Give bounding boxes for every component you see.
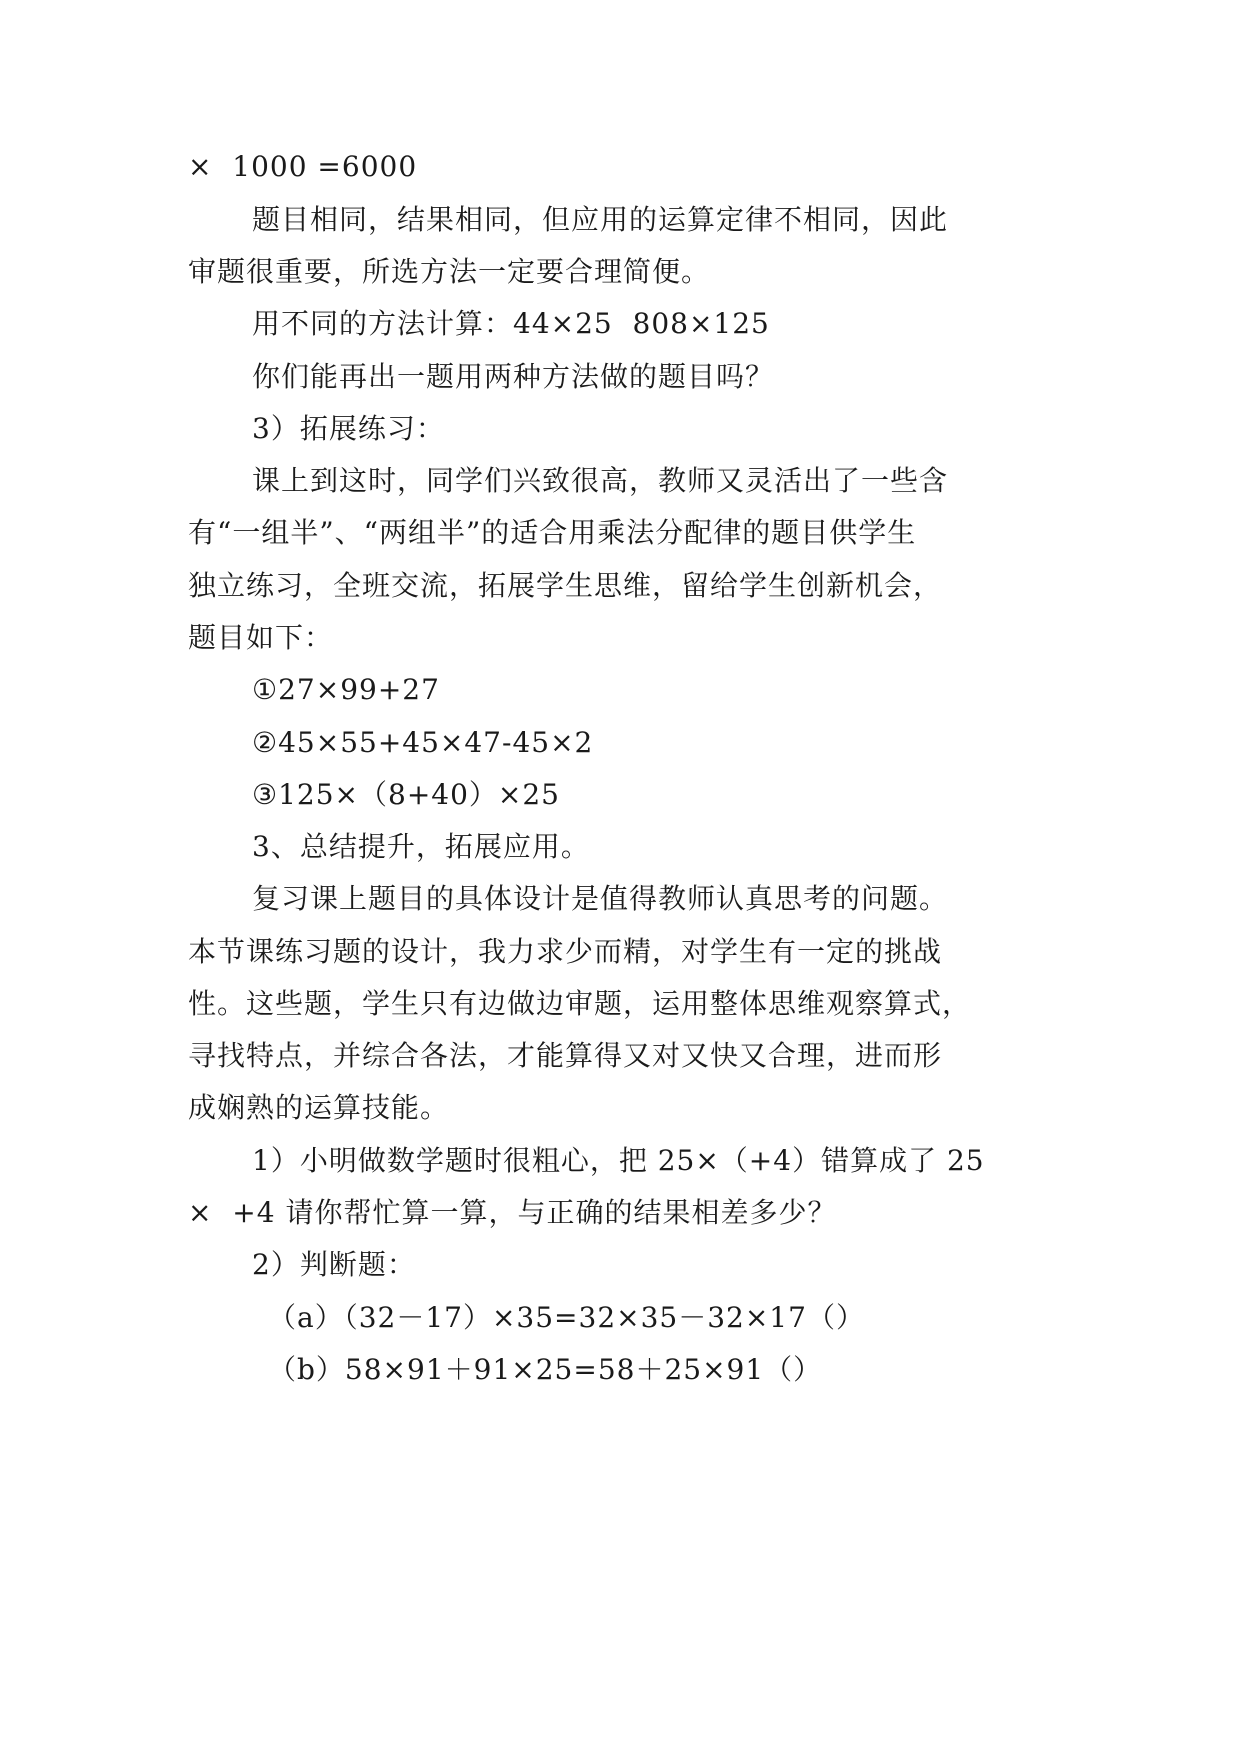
paragraph-line: 有“一组半”、“两组半”的适合用乘法分配律的题目供学生 (188, 516, 917, 549)
paragraph-line: 1）小明做数学题时很粗心，把 25×（+4）错算成了 25 (252, 1144, 985, 1177)
text-line: × 1000 =6000 (188, 150, 418, 183)
paragraph-line: 本节课练习题的设计，我力求少而精，对学生有一定的挑战 (188, 935, 943, 968)
judgment-item: （b）58×91＋91×25=58＋25×91（） (268, 1353, 823, 1386)
paragraph-line: 课上到这时，同学们兴致很高，教师又灵活出了一些含 (252, 464, 949, 497)
section-heading: 3）拓展练习： (252, 412, 445, 445)
section-heading: 2）判断题： (252, 1248, 416, 1281)
paragraph-line: 成娴熟的运算技能。 (188, 1091, 450, 1124)
paragraph-line: × +4 请你帮忙算一算，与正确的结果相差多少？ (188, 1196, 837, 1229)
paragraph-line: 性。这些题，学生只有边做边审题，运用整体思维观察算式， (188, 987, 972, 1020)
paragraph-line: 寻找特点，并综合各法，才能算得又对又快又合理，进而形 (188, 1039, 943, 1072)
paragraph-line: 你们能再出一题用两种方法做的题目吗？ (252, 360, 775, 393)
section-heading: 3、总结提升，拓展应用。 (252, 830, 590, 863)
exercise-item: ②45×55+45×47-45×2 (252, 726, 594, 759)
paragraph-line: 审题很重要，所选方法一定要合理简便。 (188, 255, 711, 288)
exercise-item: ①27×99+27 (252, 673, 440, 706)
paragraph-line: 用不同的方法计算：44×25 808×125 (252, 307, 770, 340)
paragraph-line: 题目相同，结果相同，但应用的运算定律不相同，因此 (252, 203, 949, 236)
paragraph-line: 题目如下： (188, 621, 334, 654)
judgment-item: （a）（32－17）×35=32×35－32×17（） (268, 1301, 865, 1334)
paragraph-line: 复习课上题目的具体设计是值得教师认真思考的问题。 (252, 882, 949, 915)
exercise-item: ③125×（8+40）×25 (252, 778, 561, 811)
paragraph-line: 独立练习，全班交流，拓展学生思维，留给学生创新机会， (188, 569, 943, 602)
